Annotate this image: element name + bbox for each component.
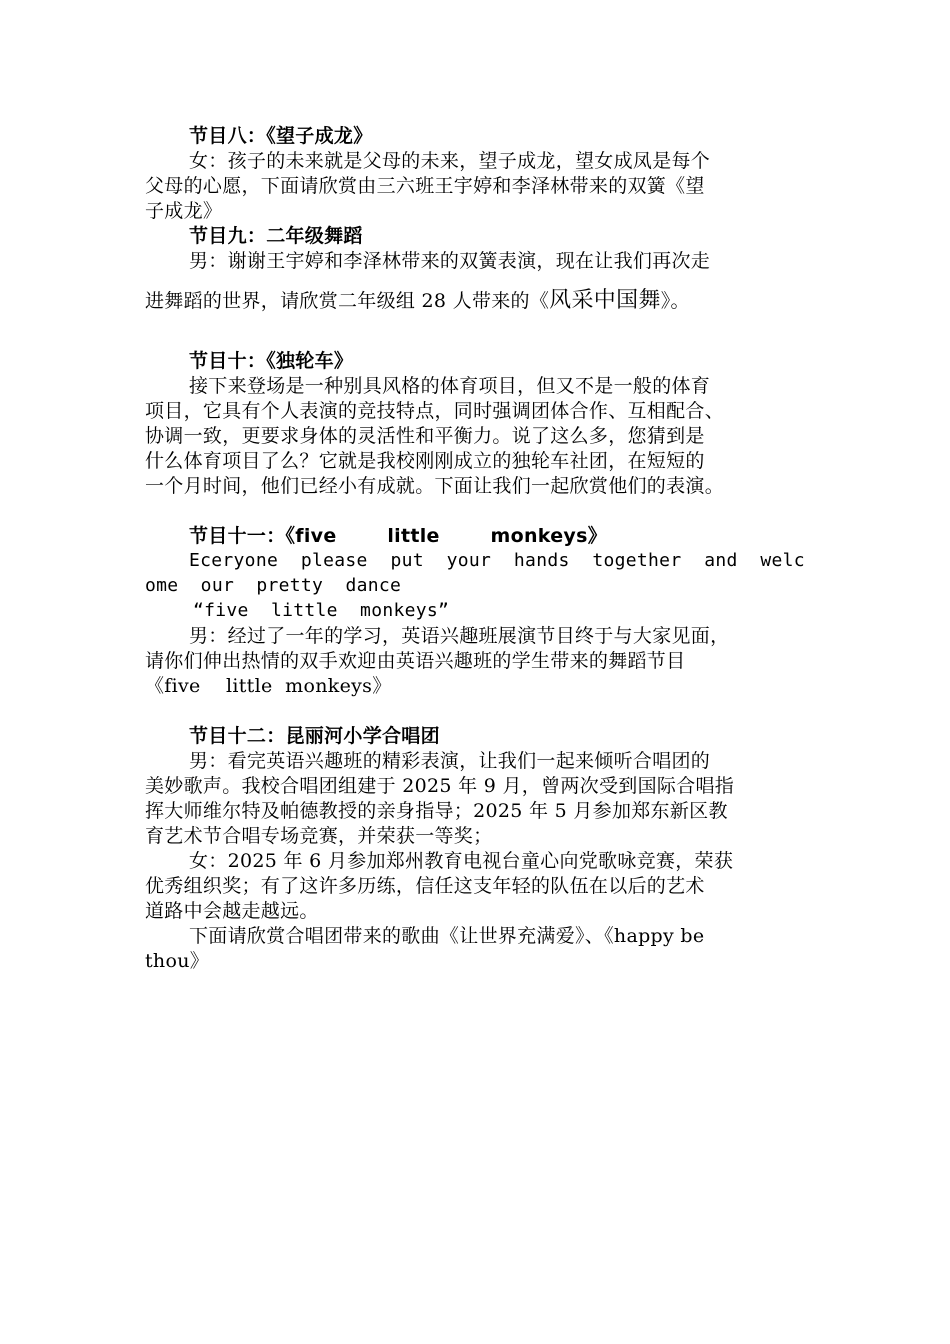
section-12-title: 节目十二：昆丽河小学合唱团 (189, 725, 440, 747)
section-12-line-6: 优秀组织奖；有了这许多历练，信任这支年轻的队伍在以后的艺术 (145, 875, 705, 897)
english-word: hands (513, 550, 570, 571)
section-11-title-word: little (387, 525, 440, 547)
section-11-english-line-2: ome our pretty dance (145, 575, 402, 596)
section-12-line-3: 挥大师维尔特及帕德教授的亲身指导；2025 年 5 月参加郑东新区教 (145, 800, 728, 822)
english-word: Eceryone (189, 550, 279, 571)
section-10-line-4: 什么体育项目了么？它就是我校刚刚成立的独轮车社团，在短短的 (145, 450, 705, 472)
section-8-line-2: 父母的心愿，下面请欣赏由三六班王宇婷和李泽林带来的双簧《望 (145, 175, 705, 197)
section-9-title: 节目九：二年级舞蹈 (189, 225, 363, 247)
section-9-line-2-c: 》。 (660, 290, 690, 312)
section-12-line-5: 女：2025 年 6 月参加郑州教育电视台童心向党歌咏竞赛，荣获 (189, 850, 734, 872)
section-12-line-4: 育艺术节合唱专场竞赛，并荣获一等奖； (145, 825, 493, 847)
section-11-english-line-1 (189, 549, 805, 573)
section-11-english-line-3: “five little monkeys” (193, 600, 450, 621)
english-word: please (300, 550, 368, 571)
english-word: put (390, 550, 424, 571)
section-8-line-3: 子成龙》 (145, 200, 223, 222)
section-11-line-3: 《five little monkeys》 (145, 675, 392, 697)
english-word: and (704, 550, 738, 571)
english-word: welc (760, 550, 805, 571)
section-12-line-9: thou》 (145, 950, 210, 972)
section-9-line-2 (145, 287, 805, 315)
section-11-line-1: 男：经过了一年的学习，英语兴趣班展演节目终于与大家见面， (189, 625, 730, 647)
section-12-line-8: 下面请欣赏合唱团带来的歌曲《让世界充满爱》、《happy be (189, 925, 705, 947)
section-10-line-3: 协调一致，更要求身体的灵活性和平衡力。说了这么多，您猜到是 (145, 425, 705, 447)
section-12-line-1: 男：看完英语兴趣班的精彩表演，让我们一起来倾听合唱团的 (189, 750, 711, 772)
section-11-title-word: 节目十一：《five (189, 525, 337, 547)
section-10-line-1: 接下来登场是一种别具风格的体育项目，但又不是一般的体育 (189, 375, 711, 397)
section-10-line-5: 一个月时间，他们已经小有成就。下面让我们一起欣赏他们的表演。 (145, 475, 725, 497)
section-10-title: 节目十：《独轮车》 (189, 350, 354, 372)
section-9-line-1: 男：谢谢王宇婷和李泽林带来的双簧表演，现在让我们再次走 (189, 250, 711, 272)
english-word: together (592, 550, 682, 571)
english-word: your (446, 550, 492, 571)
dance-title: 风采中国舞 (549, 288, 661, 313)
section-8-line-1: 女：孩子的未来就是父母的未来，望子成龙，望女成凤是每个 (189, 150, 711, 172)
section-12-line-2: 美妙歌声。我校合唱团组建于 2025 年 9 月，曾两次受到国际合唱指 (145, 775, 735, 797)
section-11-title-word: monkeys》 (490, 525, 607, 547)
section-11-title (189, 524, 607, 548)
section-10-line-2: 项目，它具有个人表演的竞技特点，同时强调团体合作、互相配合、 (145, 400, 725, 422)
section-9-line-2-a: 进舞蹈的世界，请欣赏二年级组 28 人带来的《 (145, 290, 550, 312)
section-12-line-7: 道路中会越走越远。 (145, 900, 319, 922)
section-8-title: 节目八：《望子成龙》 (189, 125, 373, 147)
section-11-line-2: 请你们伸出热情的双手欢迎由英语兴趣班的学生带来的舞蹈节目 (145, 650, 686, 672)
